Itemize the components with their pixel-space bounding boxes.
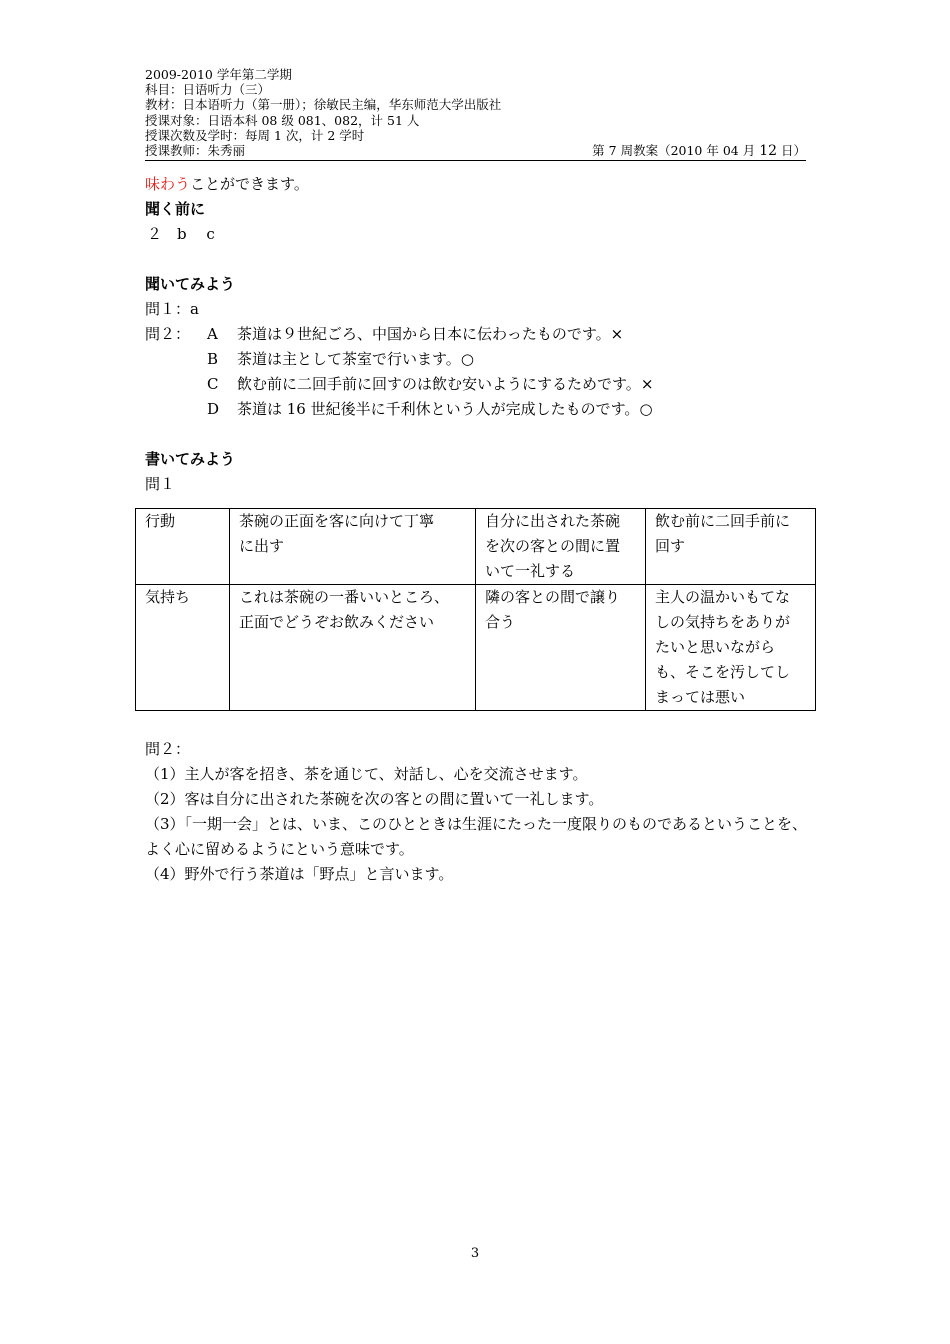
header-last-row	[145, 143, 806, 159]
table-cell: 隣の客との間で譲り 合う	[476, 585, 646, 711]
page-number: 3	[470, 1246, 480, 1261]
listen-q2-item-b: B 茶道は主として茶室で行います。○	[207, 350, 474, 368]
document-body	[145, 172, 817, 887]
wrong-mark: ×	[610, 325, 624, 343]
listen-q2-item-d: D 茶道は 16 世紀後半に千利休という人が完成したものです。○	[207, 400, 653, 418]
table-cell: 主人の温かいもてな しの気持ちをありが たいと思いながら も、そこを汚してし まっては悪い	[646, 585, 816, 711]
listen-q1: 問１：a	[145, 300, 199, 318]
table-row	[136, 509, 816, 585]
write-answer-3: （3）「一期一会」とは、いま、このひとときは生涯にたった一度限りのものであるということを、よく心に留めるようにという意味です。	[145, 815, 808, 858]
listen-q2-item-a: 問２： A 茶道は９世紀ごろ、中国から日本に伝わったものです。×	[145, 325, 624, 343]
header-semester: 2009-2010 学年第二学期	[145, 67, 292, 82]
header-week: 第 7 周教案（2010 年 04 月 12 日）	[592, 143, 806, 160]
table-cell: 飲む前に二回手前に 回す	[646, 509, 816, 585]
page-header	[145, 67, 806, 161]
table-cell: 茶碗の正面を客に向けて丁寧 に出す	[230, 509, 476, 585]
correct-mark: ○	[639, 400, 653, 418]
table-cell: これは茶碗の一番いいところ、 正面でどうぞお飲みください	[230, 585, 476, 711]
header-hours: 授课次数及学时：每周 1 次，计 2 学时	[145, 127, 365, 143]
write-answer-1: （1）主人が客を招き、茶を通じて、対話し、心を交流させます。	[145, 765, 588, 783]
write-q1: 問１	[145, 475, 176, 493]
header-textbook: 教材：日本语听力（第一册）；徐敏民主编，华东师范大学出版社	[145, 97, 502, 113]
header-teacher: 授课教师：朱秀丽	[145, 143, 246, 159]
intro-line: 味わうことができます。	[145, 175, 309, 193]
header-subject: 科目：日语听力（三）	[145, 82, 271, 98]
write-heading: 書いてみよう	[145, 450, 236, 468]
listen-heading: 聞いてみよう	[145, 275, 236, 293]
table-cell-label: 気持ち	[136, 585, 230, 711]
before-listen-answers: ２ b c	[147, 225, 215, 243]
write-answer-2: （2）客は自分に出された茶碗を次の客との間に置いて一礼します。	[145, 790, 604, 808]
table-cell-label: 行動	[136, 509, 230, 585]
highlighted-word: 味わう	[145, 175, 191, 193]
table-cell: 自分に出された茶碗 を次の客との間に置 いて一礼する	[476, 509, 646, 585]
header-audience: 授课对象：日语本科 08 级 081、082，计 51 人	[145, 112, 420, 128]
answer-table	[135, 508, 816, 711]
write-q2: 問２：	[145, 740, 191, 758]
write-answer-4: （4）野外で行う茶道は「野点」と言います。	[145, 865, 454, 883]
listen-q2-item-c: C 飲む前に二回手前に回すのは飲む安いようにするためです。×	[207, 375, 654, 393]
table-row	[136, 585, 816, 711]
before-listen-heading: 聞く前に	[145, 200, 206, 218]
wrong-mark: ×	[640, 375, 654, 393]
correct-mark: ○	[460, 350, 474, 368]
